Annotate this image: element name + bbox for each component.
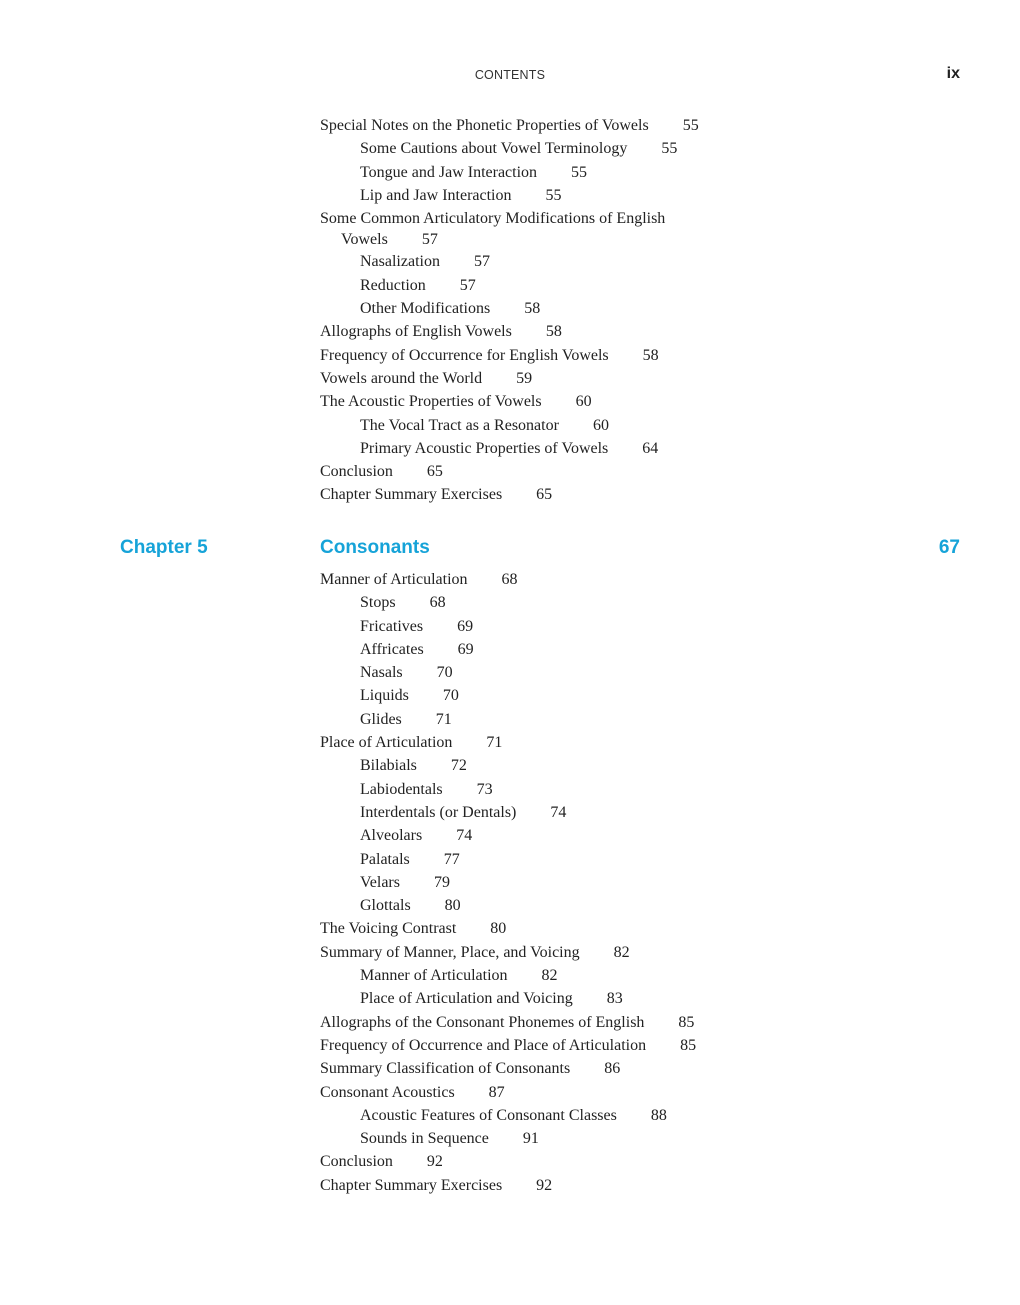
toc-entry-page: 74 [550, 803, 567, 821]
toc-entry[interactable] [320, 1034, 960, 1057]
toc-entry-title: Palatals [360, 850, 410, 868]
toc-entry-title: Other Modifications [360, 300, 491, 318]
toc-entry-title: Summary Classification of Consonants [320, 1060, 571, 1078]
toc-entry-page: 80 [444, 897, 461, 915]
toc-entry-title: Primary Acoustic Properties of Vowels [360, 439, 609, 457]
toc-entry-title: Velars [360, 873, 400, 891]
toc-entry-title: Stops [360, 594, 396, 612]
toc-entry-page: 83 [606, 990, 623, 1008]
toc-entry-page: 65 [536, 486, 553, 504]
toc-entry-title: Allographs of the Consonant Phonemes of English [320, 1013, 645, 1031]
toc-section-consonants [320, 568, 960, 1197]
toc-entry-title: Frequency of Occurrence for English Vowels [320, 346, 609, 364]
toc-entry[interactable] [320, 114, 960, 137]
toc-entry-title-continuation: Vowels [341, 231, 388, 249]
toc-entry-title: Acoustic Features of Consonant Classes [360, 1106, 617, 1124]
toc-entry[interactable] [320, 941, 960, 964]
toc-entry[interactable] [320, 778, 960, 801]
toc-entry-page: 68 [429, 594, 446, 612]
toc-entry-page: 69 [457, 640, 474, 658]
toc-entry[interactable] [320, 894, 960, 917]
toc-entry[interactable] [320, 437, 960, 460]
toc-entry[interactable] [320, 684, 960, 707]
toc-entry-title: Nasals [360, 664, 403, 682]
toc-entry-page: 58 [642, 346, 659, 364]
toc-entry[interactable] [320, 1127, 960, 1150]
toc-entry-page: 55 [661, 140, 678, 158]
toc-entry-page: 85 [678, 1013, 695, 1031]
toc-entry[interactable] [320, 161, 960, 184]
toc-entry[interactable] [320, 274, 960, 297]
toc-entry-title: Some Cautions about Vowel Terminology [360, 140, 628, 158]
toc-entry-page: 74 [456, 827, 473, 845]
toc-entry[interactable] [320, 390, 960, 413]
toc-entry-page: 79 [433, 873, 450, 891]
toc-entry-title: Consonant Acoustics [320, 1083, 455, 1101]
toc-entry-title: Alveolars [360, 827, 423, 845]
toc-entry[interactable] [320, 917, 960, 940]
toc-entry-page: 60 [575, 393, 592, 411]
toc-entry-title: Chapter Summary Exercises [320, 1176, 503, 1194]
toc-entry[interactable] [320, 824, 960, 847]
toc-entry-title: Bilabials [360, 757, 417, 775]
toc-entry-title: Nasalization [360, 253, 440, 271]
toc-entry[interactable] [320, 250, 960, 273]
toc-entry-page: 92 [426, 1153, 443, 1171]
toc-entry[interactable] [320, 638, 960, 661]
toc-entry-page: 64 [642, 439, 659, 457]
toc-entry-title: Conclusion [320, 1153, 393, 1171]
toc-entry-page: 92 [536, 1176, 553, 1194]
toc-entry-title: Allographs of English Vowels [320, 323, 512, 341]
toc-entry[interactable] [320, 987, 960, 1010]
toc-entry-page: 71 [486, 734, 503, 752]
toc-entry-title: The Voicing Contrast [320, 920, 457, 938]
toc-entry-page: 86 [604, 1060, 621, 1078]
toc-entry-title: The Acoustic Properties of Vowels [320, 393, 542, 411]
toc-entry[interactable] [320, 615, 960, 638]
toc-entry-title: Glides [360, 710, 402, 728]
toc-entry[interactable] [320, 414, 960, 437]
toc-entry[interactable] [320, 1150, 960, 1173]
toc-entry-page: 77 [443, 850, 460, 868]
toc-entry-title: Affricates [360, 640, 424, 658]
toc-entry[interactable] [320, 754, 960, 777]
toc-entry-title: The Vocal Tract as a Resonator [360, 416, 559, 434]
toc-entry-page: 87 [488, 1083, 505, 1101]
toc-entry[interactable] [320, 568, 960, 591]
toc-entry-page: 80 [490, 920, 507, 938]
toc-entry[interactable] [320, 591, 960, 614]
toc-entry[interactable] [320, 367, 960, 390]
toc-entry-page: 91 [522, 1130, 539, 1148]
toc-entry[interactable] [320, 1081, 960, 1104]
toc-entry-page: 59 [516, 369, 533, 387]
toc-entry[interactable] [320, 848, 960, 871]
toc-entry-page: 65 [426, 463, 443, 481]
toc-entry-title: Glottals [360, 897, 411, 915]
chapter-label[interactable]: Chapter 5 [120, 537, 208, 558]
toc-section-vowels [320, 114, 960, 507]
toc-entry-page: 68 [501, 571, 518, 588]
toc-entry-page: 69 [457, 617, 474, 635]
toc-entry-title: Liquids [360, 687, 409, 705]
toc-entry-title: Tongue and Jaw Interaction [360, 163, 538, 181]
toc-entry-page: 57 [473, 253, 490, 271]
toc-entry-title: Special Notes on the Phonetic Properties of Vowels [320, 117, 649, 134]
toc-entry-page: 70 [436, 664, 453, 682]
toc-entry-title: Summary of Manner, Place, and Voicing [320, 943, 580, 961]
toc-entry-title: Lip and Jaw Interaction [360, 186, 512, 204]
toc-entry-page: 60 [592, 416, 609, 434]
toc-entry[interactable] [320, 801, 960, 824]
toc-entry-title: Place of Articulation [320, 734, 453, 752]
chapter-title[interactable]: Consonants [320, 537, 430, 558]
toc-entry-title: Reduction [360, 276, 426, 294]
toc-entry-title: Conclusion [320, 463, 393, 481]
toc-entry-page: 82 [613, 943, 630, 961]
toc-entry[interactable] [320, 137, 960, 160]
toc-entry-title: Chapter Summary Exercises [320, 486, 503, 504]
toc-entry-title: Fricatives [360, 617, 424, 635]
toc-entry-page: 88 [650, 1106, 667, 1124]
toc-entry-title: Vowels around the World [320, 369, 483, 387]
toc-entry[interactable] [320, 184, 960, 207]
toc-entry-title: Interdentals (or Dentals) [360, 803, 517, 821]
toc-entry-page: 85 [680, 1036, 697, 1054]
toc-entry[interactable] [320, 297, 960, 320]
toc-entry-page: 82 [541, 967, 558, 985]
chapter-page-number[interactable]: 67 [938, 537, 960, 558]
toc-entry-title: Sounds in Sequence [360, 1130, 489, 1148]
toc-entry-page: 55 [571, 163, 588, 181]
toc-entry[interactable] [320, 661, 960, 684]
toc-entry-page: 57 [421, 231, 438, 249]
toc-entry[interactable] [320, 207, 700, 250]
toc-entry-page: 57 [459, 276, 476, 294]
toc-entry-title: Labiodentals [360, 780, 443, 798]
toc-entry-title: Place of Articulation and Voicing [360, 990, 573, 1008]
chapter-heading [120, 537, 960, 561]
toc-entry-page: 58 [524, 300, 541, 318]
toc-entry[interactable] [320, 320, 960, 343]
toc-entry[interactable] [320, 1057, 960, 1080]
toc-entry[interactable] [320, 708, 960, 731]
toc-entry[interactable] [320, 964, 960, 987]
page-number: ix [946, 65, 960, 82]
toc-entry[interactable] [320, 1011, 960, 1034]
toc-entry[interactable] [320, 1104, 960, 1127]
toc-entry-page: 55 [545, 186, 562, 204]
toc-entry[interactable] [320, 483, 960, 506]
toc-entry[interactable] [320, 871, 960, 894]
toc-entry-page: 73 [476, 780, 493, 798]
toc-entry-title: Manner of Articulation [360, 967, 508, 985]
toc-entry-page: 70 [442, 687, 459, 705]
toc-entry[interactable] [320, 344, 960, 367]
toc-entry[interactable] [320, 460, 960, 483]
toc-entry[interactable] [320, 1174, 960, 1197]
toc-entry-title: Frequency of Occurrence and Place of Articulation [320, 1036, 647, 1054]
running-head: CONTENTS [474, 68, 546, 82]
toc-entry-title-continued [320, 230, 700, 250]
toc-entry-page: 55 [682, 117, 699, 134]
toc-entry[interactable] [320, 731, 960, 754]
toc-entry-title: Manner of Articulation [320, 571, 468, 588]
toc-entry-title: Some Common Articulatory Modifications of English [320, 210, 666, 228]
toc-entry-page: 71 [435, 710, 452, 728]
toc-entry-page: 58 [545, 323, 562, 341]
toc-entry-page: 72 [450, 757, 467, 775]
